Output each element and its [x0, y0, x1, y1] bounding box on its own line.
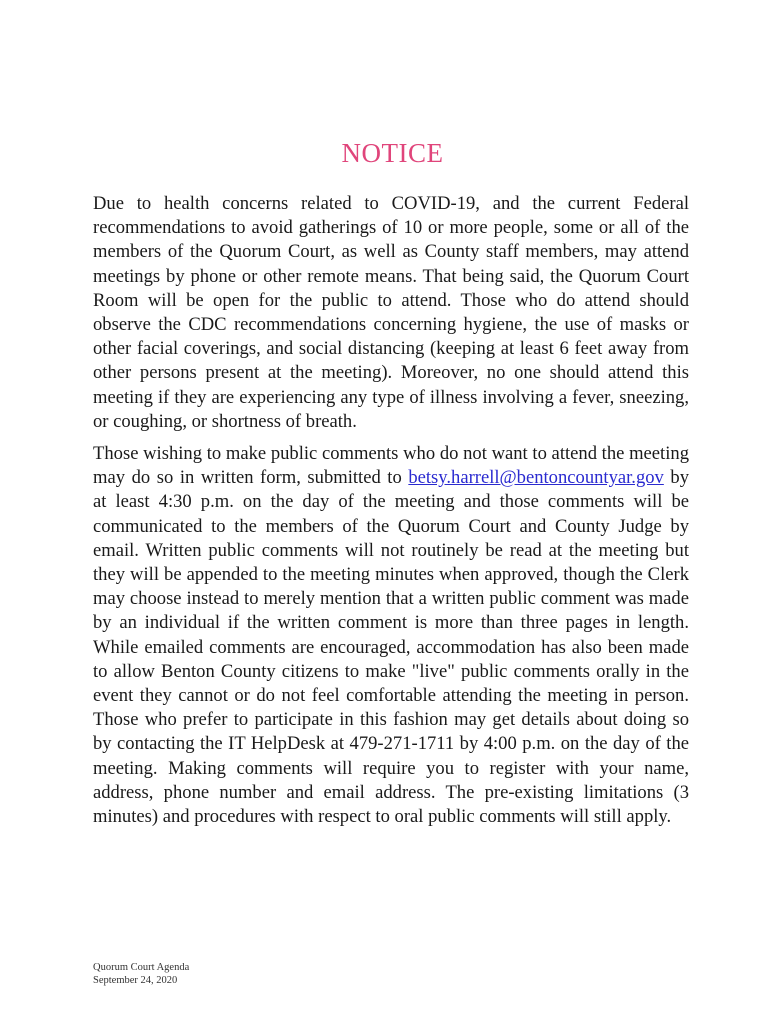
- notice-title: NOTICE: [341, 138, 444, 168]
- notice-body: [93, 192, 689, 829]
- footer-agenda-label: Quorum Court Agenda: [93, 962, 190, 973]
- public-comments-paragraph: [93, 442, 689, 829]
- comments-details-text: by at least 4:30 p.m. on the day of the meeting and those comments will be communicated to the members of the Quorum Court and County Judge by email. Written public comments will not routinely be read at the meeting but they will be appended to the meeting minutes when approved, though the Clerk may choose instead to merely mention that a written public comment was made by an individual if the written comment is more than three pages in length. While emailed comments are encouraged, accommodation has also been made to allow Benton County citizens to make "live" public comments orally in the event they cannot or do not feel comfortable attending the meeting in person. Those who prefer to participate in this fashion may get details about doing so by contacting the IT HelpDesk at 479-271-1711 by 4:00 p.m. on the day of the meeting. Making comments will require you to register with your name, address, phone number and email address. The pre-existing limitations (3 minutes) and procedures with respect to oral public comments will still apply.: [93, 467, 689, 828]
- comments-intro-text: Those wishing to make public comments who do not want to attend the meeting may do so in written form, submitted to: [93, 443, 689, 489]
- footer-date: September 24, 2020: [93, 975, 178, 986]
- page-footer: [93, 961, 189, 987]
- covid-paragraph: Due to health concerns related to COVID-19, and the current Federal recommendations to avoid gatherings of 10 or more people, some or all of the members of the Quorum Court, as well as County staff members, may attend meetings by phone or other remote means. That being said, the Quorum Court Room will be open for the public to attend. Those who do attend should observe the CDC recommendations concerning hygiene, the use of masks or other facial coverings, and social distancing (keeping at least 6 feet away from other persons present at the meeting). Moreover, no one should attend this meeting if they are experiencing any type of illness involving a fever, sneezing, or coughing, or shortness of breath.: [93, 193, 689, 432]
- email-link[interactable]: betsy.harrell@bentoncountyar.gov: [408, 467, 664, 489]
